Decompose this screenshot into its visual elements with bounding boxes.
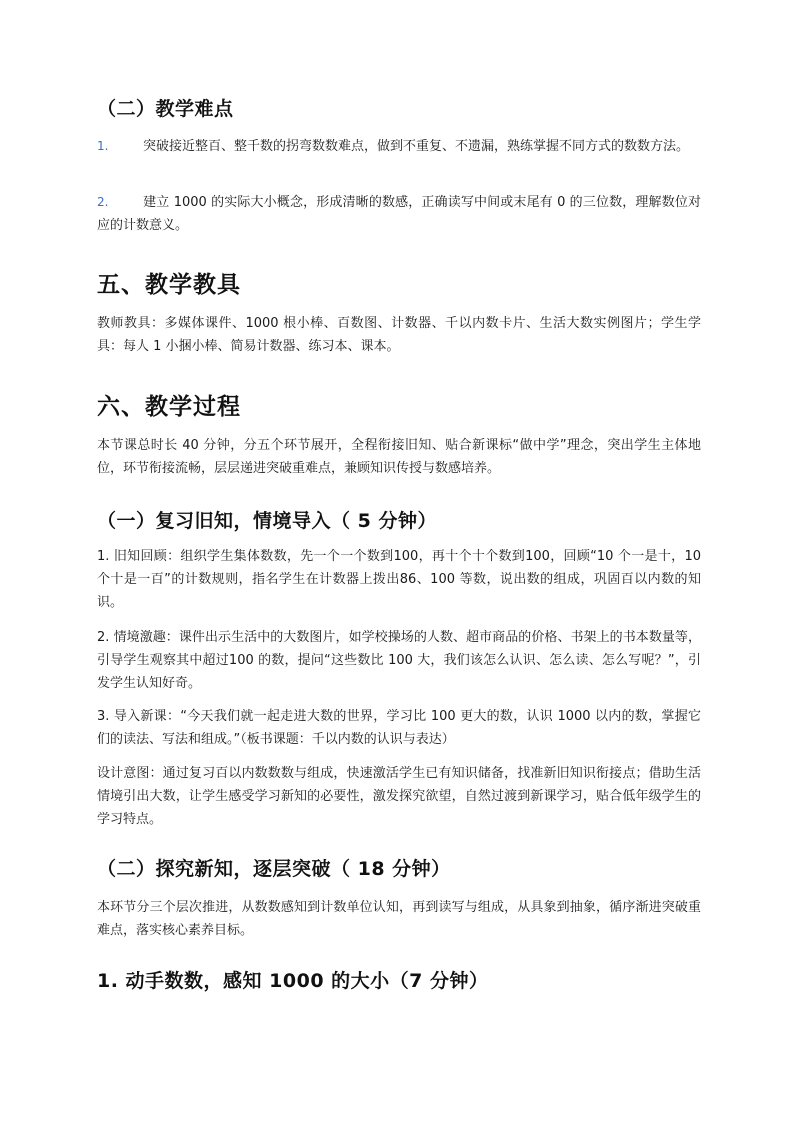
heading-teaching-difficulties: （二）教学难点 — [97, 98, 234, 120]
list-item-text: 建立 1000 的实际大小概念，形成清晰的数感，正确读写中间或末尾有 0 的三位数，理解数位对应的计数意义。 — [97, 195, 701, 233]
list-number: 1. — [97, 139, 109, 153]
paragraph-step1-design-intent: 设计意图：通过复习百以内数数数与组成，快速激活学生已有知识储备，找准新旧知识衔接点；借助生活情境引出大数，让学生感受学习新知的必要性，激发探究欲望，自然过渡到新课学习，贴合低年级学生的学习特点。 — [97, 766, 701, 827]
paragraph-step2-intro: 本环节分三个层次推进，从数数感知到计数单位认知，再到读写与组成，从具象到抽象，循序渐进突破重难点，落实核心素养目标。 — [97, 900, 701, 938]
paragraph-step1-situation: 2. 情境激趣：课件出示生活中的大数图片，如学校操场的人数、超市商品的价格、书架上的书本数量等，引导学生观察其中超过100 的数，提问“这些数比 100 大，我们该怎么认识、怎么读、怎么写呢？”，引发学生认知好奇。 — [97, 630, 701, 691]
heading-teaching-process: 六、教学过程 — [97, 394, 241, 420]
paragraph-step1-review: 1. 旧知回顾：组织学生集体数数，先一个一个数到100，再十个十个数到100，回顾“10 个一是十，10 个十是一百”的计数规则，指名学生在计数器上拨出86、100 等数，说出数的组成，巩固百以内数的知识。 — [97, 549, 701, 610]
paragraph-step1-intro: 3. 导入新课：“今天我们就一起走进大数的世界，学习比 100 更大的数，认识 1000 以内的数，掌握它们的读法、写法和组成。”（板书课题：千以内数的认识与表达） — [97, 709, 701, 747]
heading-step2: （二）探究新知，逐层突破（ 18 分钟） — [97, 858, 451, 880]
heading-step2-sub1: 1. 动手数数，感知 1000 的大小（7 分钟） — [97, 970, 489, 992]
list-item-text: 突破接近整百、整千数的拐弯数数难点，做到不重复、不遗漏，熟练掌握不同方式的数数方法。 — [143, 139, 690, 154]
list-item — [97, 135, 701, 158]
heading-step1: （一）复习旧知，情境导入（ 5 分钟） — [97, 510, 437, 532]
list-number: 2. — [97, 195, 109, 209]
paragraph-process-intro: 本节课总时长 40 分钟，分五个环节展开，全程衔接旧知、贴合新课标“做中学”理念，突出学生主体地位，环节衔接流畅，层层递进突破重难点，兼顾知识传授与数感培养。 — [97, 438, 701, 476]
list-item — [97, 191, 701, 237]
heading-teaching-tools: 五、教学教具 — [97, 272, 241, 298]
paragraph-teaching-tools: 教师教具：多媒体课件、1000 根小棒、百数图、计数器、千以内数卡片、生活大数实例图片；学生学具：每人 1 小捆小棒、简易计数器、练习本、课本。 — [97, 316, 701, 354]
